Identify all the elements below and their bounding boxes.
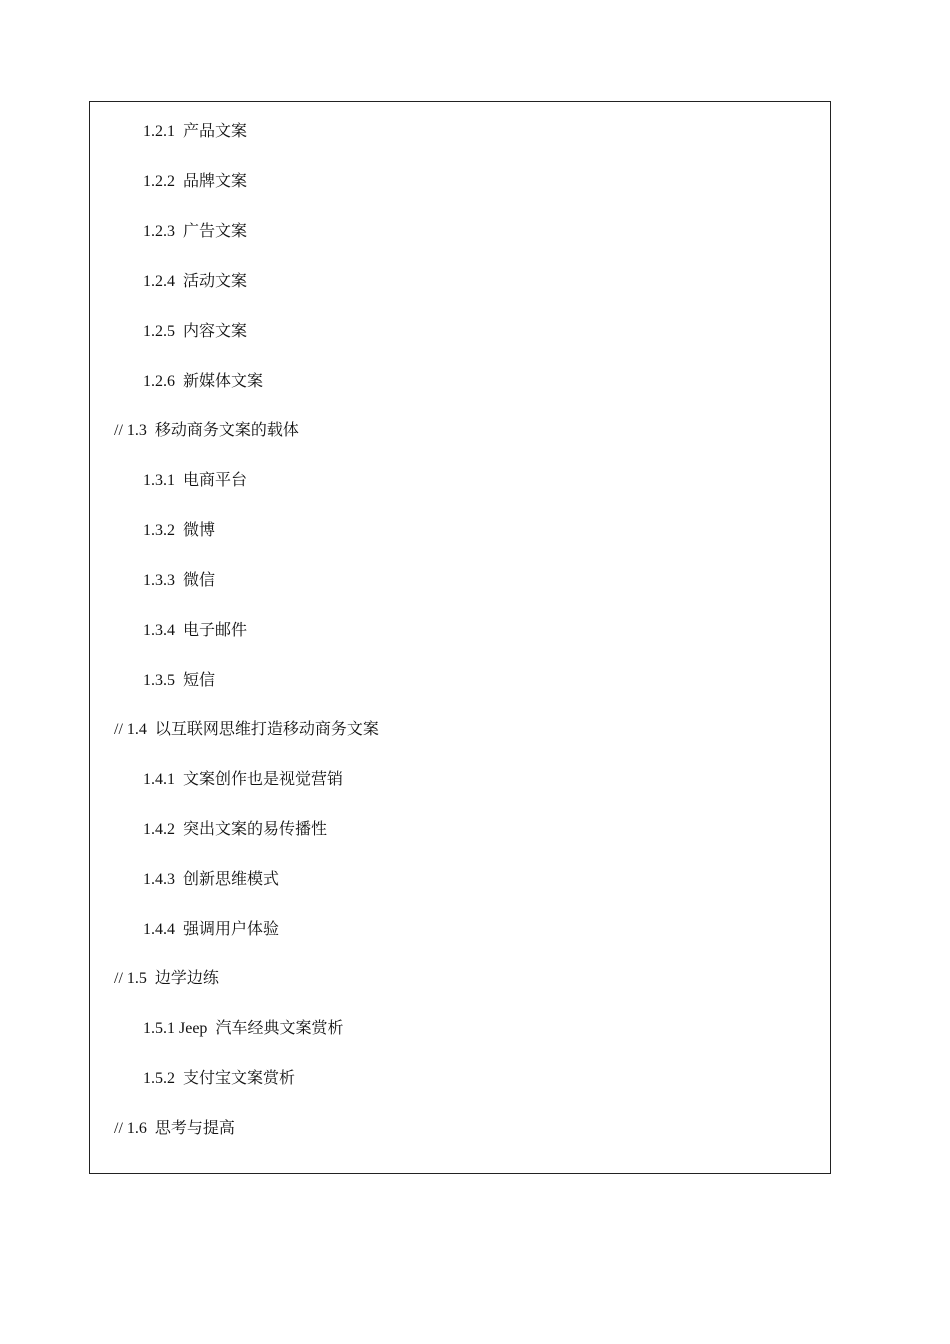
toc-entry-number: 1.3.1	[143, 472, 175, 489]
toc-entry-title: 支付宝文案赏析	[183, 1068, 296, 1087]
toc-entry-number: 1.2.3	[143, 223, 175, 240]
toc-entry-title: 文案创作也是视觉营销	[183, 769, 344, 788]
toc-entry-1-2-5[interactable]	[143, 318, 247, 344]
toc-section-1-5[interactable]	[114, 965, 219, 991]
toc-entry-1-5-2[interactable]	[143, 1065, 295, 1091]
toc-entry-number: 1.4.1	[143, 771, 175, 788]
toc-entry-number: 1.3.2	[143, 522, 175, 539]
toc-entry-number: 1.5.2	[143, 1070, 175, 1087]
toc-entry-number: 1.2.6	[143, 373, 175, 390]
toc-section-title: 边学边练	[154, 968, 219, 987]
toc-entry-number: 1.3.3	[143, 572, 175, 589]
toc-entry-1-3-5[interactable]	[143, 667, 215, 693]
toc-entry-title: 短信	[183, 670, 216, 689]
page-frame	[89, 101, 831, 1174]
toc-entry-1-3-3[interactable]	[143, 567, 215, 593]
table-of-contents	[90, 102, 830, 1173]
toc-section-number: // 1.4	[114, 721, 147, 738]
toc-entry-number: 1.2.4	[143, 273, 175, 290]
toc-entry-number: 1.3.4	[143, 622, 175, 639]
toc-entry-title: 微信	[183, 570, 216, 589]
toc-entry-number: 1.4.3	[143, 871, 175, 888]
toc-section-title: 思考与提高	[154, 1118, 235, 1137]
toc-entry-title: 汽车经典文案赏析	[215, 1018, 344, 1037]
toc-entry-1-4-4[interactable]	[143, 916, 279, 942]
toc-section-title: 移动商务文案的载体	[154, 420, 299, 439]
toc-entry-number: 1.2.5	[143, 323, 175, 340]
toc-entry-number: 1.4.4	[143, 921, 175, 938]
toc-entry-1-2-3[interactable]	[143, 218, 247, 244]
toc-entry-1-4-2[interactable]	[143, 816, 327, 842]
toc-entry-1-3-1[interactable]	[143, 467, 247, 493]
toc-section-1-3[interactable]	[114, 417, 299, 443]
toc-entry-title: 电商平台	[183, 470, 248, 489]
toc-entry-title: 产品文案	[183, 121, 248, 140]
toc-entry-title: 内容文案	[183, 321, 248, 340]
toc-entry-title: 突出文案的易传播性	[183, 819, 328, 838]
toc-entry-title: 电子邮件	[183, 620, 248, 639]
toc-entry-1-5-1[interactable]	[143, 1015, 343, 1041]
toc-entry-1-2-2[interactable]	[143, 168, 247, 194]
toc-entry-title: 品牌文案	[183, 171, 248, 190]
toc-entry-1-2-4[interactable]	[143, 268, 247, 294]
toc-entry-number: 1.2.2	[143, 173, 175, 190]
toc-entry-title: 微博	[183, 520, 216, 539]
toc-entry-1-4-1[interactable]	[143, 766, 343, 792]
toc-entry-title: 新媒体文案	[183, 371, 264, 390]
toc-entry-number: 1.4.2	[143, 821, 175, 838]
toc-entry-title: 强调用户体验	[183, 919, 280, 938]
toc-entry-title: 活动文案	[183, 271, 248, 290]
toc-section-number: // 1.3	[114, 422, 147, 439]
toc-entry-1-2-1[interactable]	[143, 118, 247, 144]
toc-entry-title: 广告文案	[183, 221, 248, 240]
toc-section-1-4[interactable]	[114, 716, 379, 742]
toc-entry-1-3-2[interactable]	[143, 517, 215, 543]
toc-section-number: // 1.6	[114, 1120, 147, 1137]
toc-section-number: // 1.5	[114, 970, 147, 987]
toc-section-1-6[interactable]	[114, 1115, 235, 1141]
toc-entry-number: 1.3.5	[143, 672, 175, 689]
toc-section-title: 以互联网思维打造移动商务文案	[154, 719, 379, 738]
toc-entry-1-4-3[interactable]	[143, 866, 279, 892]
toc-entry-number: 1.2.1	[143, 123, 175, 140]
toc-entry-1-3-4[interactable]	[143, 617, 247, 643]
toc-entry-1-2-6[interactable]	[143, 368, 263, 394]
toc-entry-number: 1.5.1 Jeep	[143, 1020, 208, 1037]
toc-entry-title: 创新思维模式	[183, 869, 280, 888]
